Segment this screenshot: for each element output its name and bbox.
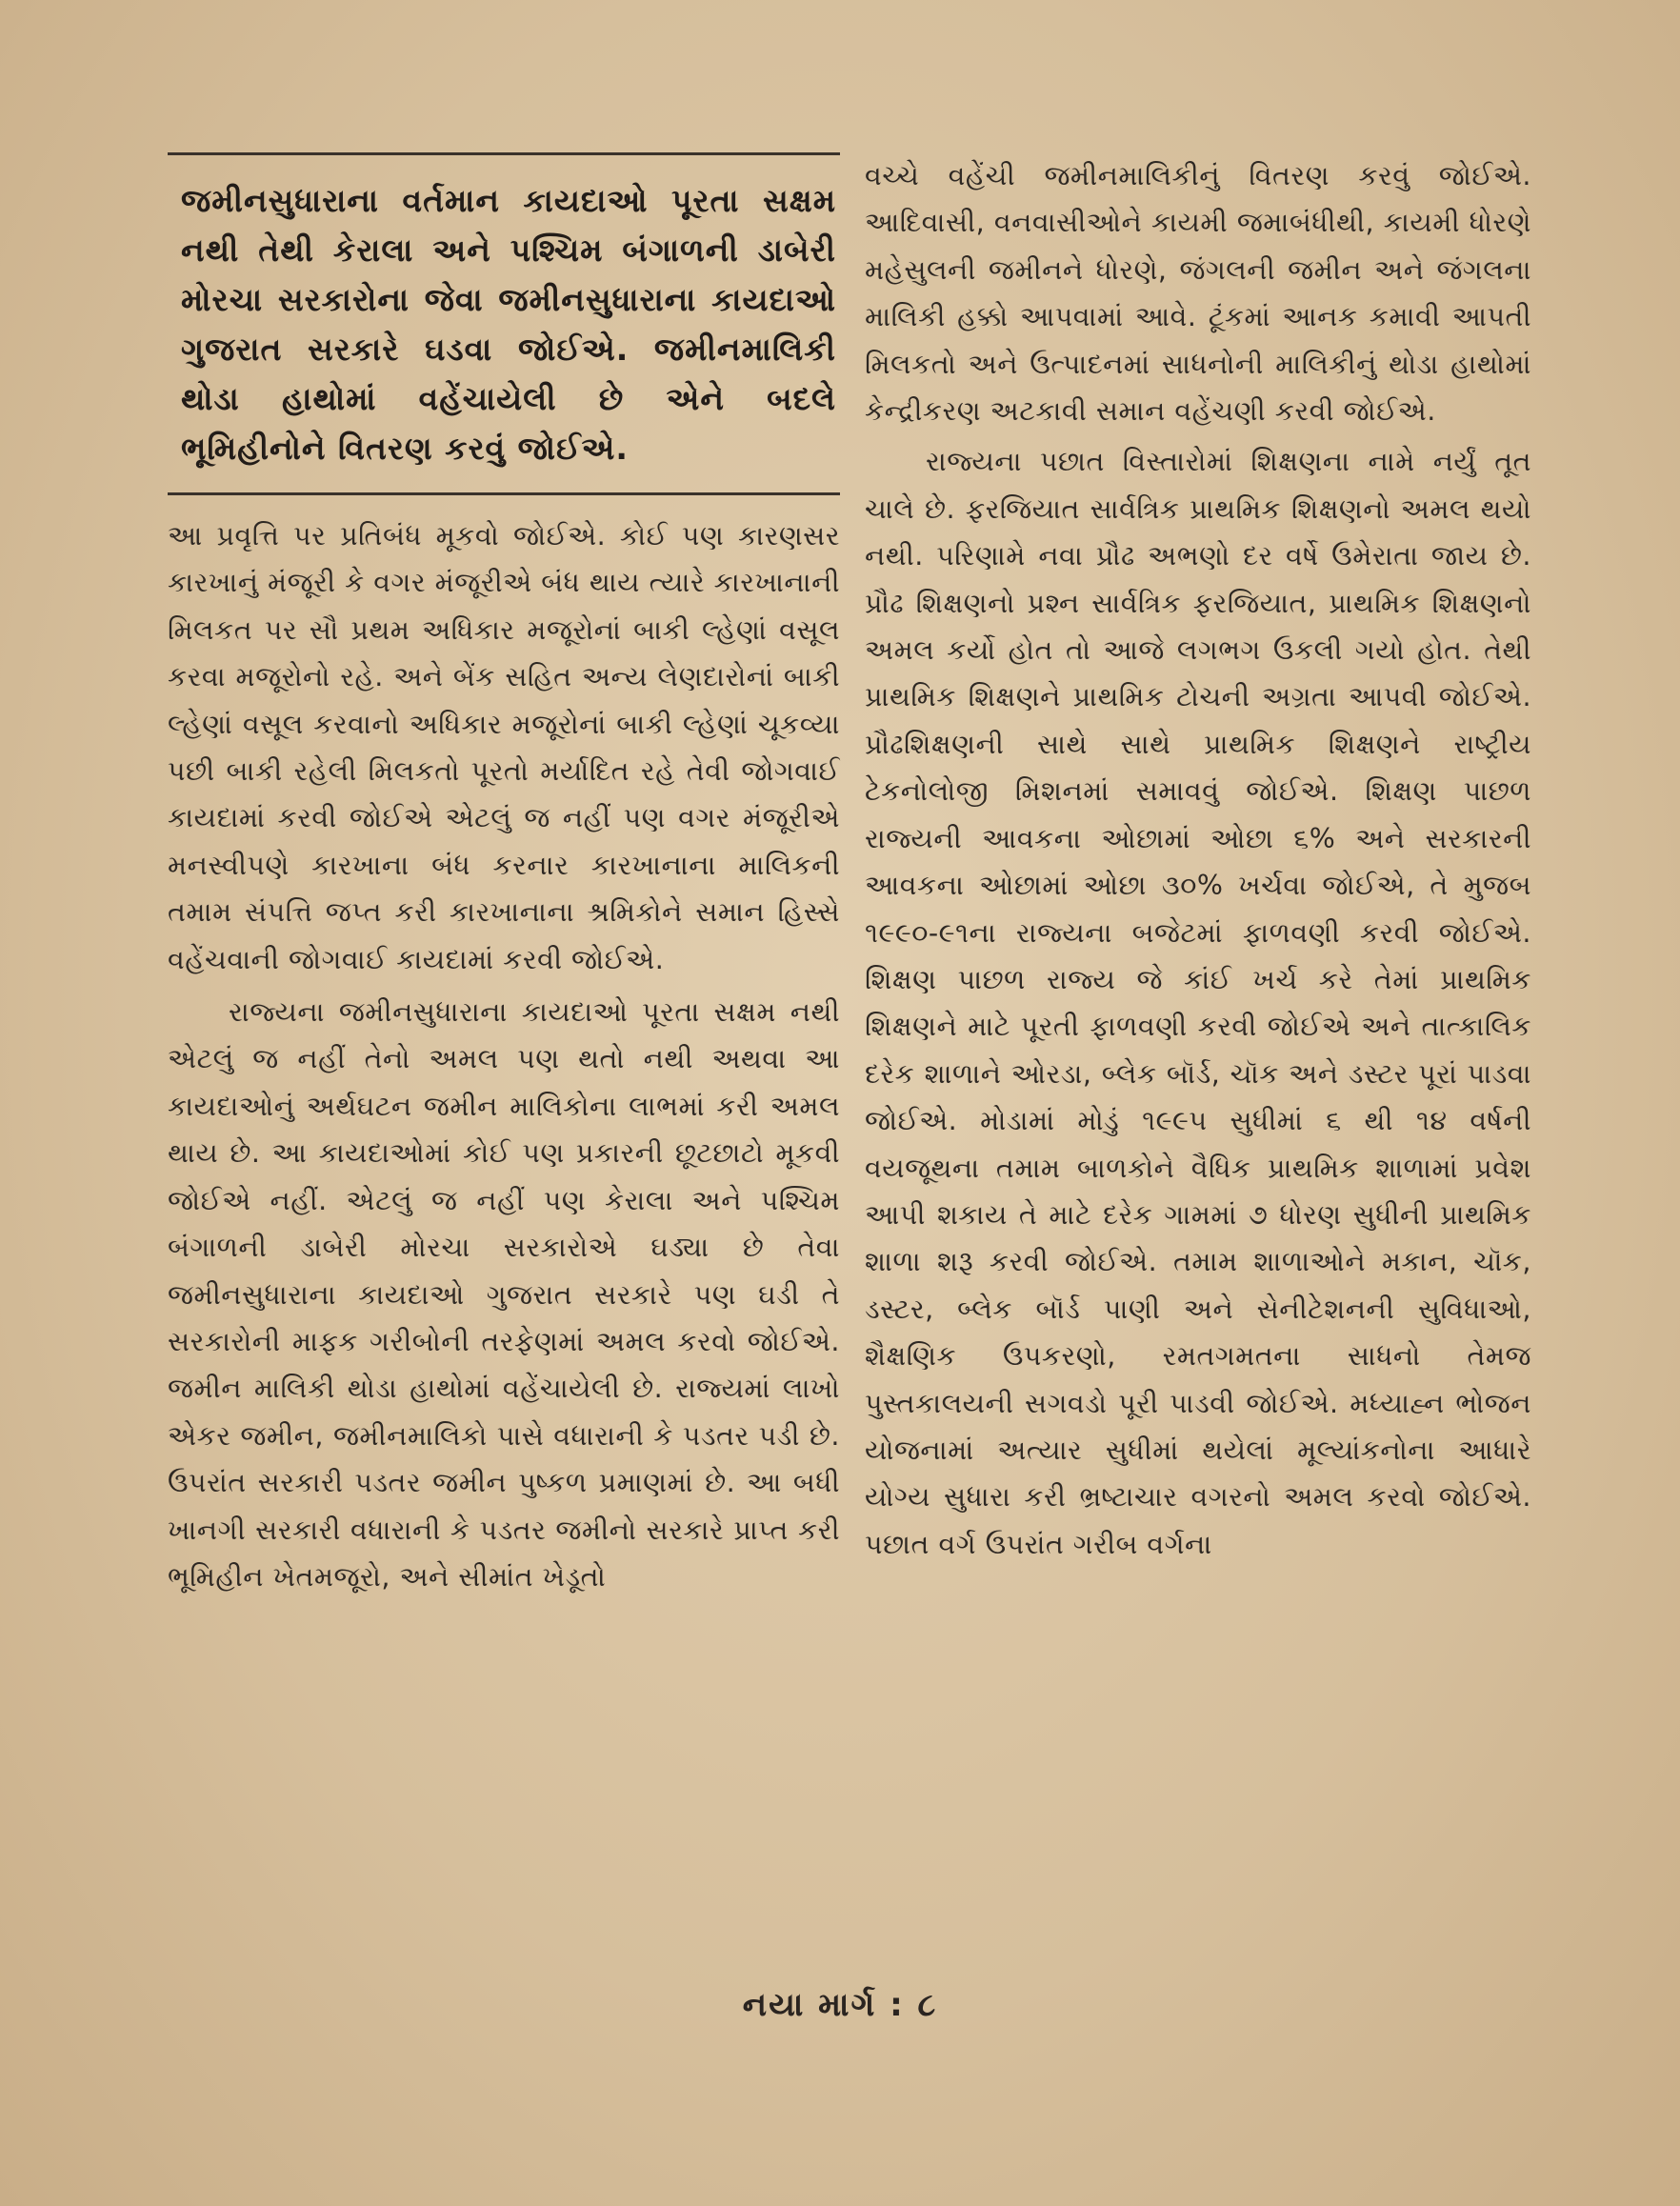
pullquote: જમીનસુધારાના વર્તમાન કાયદાઓ પૂરતા સક્ષમ નથી તેથી કેરાલા અને પશ્ચિમ બંગાળની ડાબેરી મોરચા સરકારોના જેવા જમીનસુધારાના કાયદાઓ ગુજરાત સરકારે ઘડવા જોઈએ. જમીનમાલિકી થોડા હાથોમાં વહેંચાયેલી છે એને બદલે ભૂમિહીનોને વિતરણ કરવું જોઈએ. xyxy=(181,182,836,467)
paragraph: રાજ્યના જમીનસુધારાના કાયદાઓ પૂરતા સક્ષમ નથી એટલું જ નહીં તેનો અમલ પણ થતો નથી અથવા આ કાયદાઓનું અર્થઘટન જમીન માલિકોના લાભમાં કરી અમલ થાય છે. આ કાયદાઓમાં કોઈ પણ પ્રકારની છૂટછાટો મૂકવી જોઈએ નહીં. એટલું જ નહીં પણ કેરાલા અને પશ્ચિમ બંગાળની ડાબેરી મોરચા સરકારોએ ઘડ્યા છે તેવા જમીનસુધારાના કાયદાઓ ગુજરાત સરકારે પણ ઘડી તે સરકારોની માફક ગરીબોની તરફેણમાં અમલ કરવો જોઈએ. જમીન માલિકી થોડા હાથોમાં વહેંચાયેલી છે. રાજ્યમાં લાખો એકર જમીન, જમીનમાલિકો પાસે વધારાની કે પડતર પડી છે. ઉપરાંત સરકારી પડતર જમીન પુષ્કળ પ્રમાણમાં છે. આ બધી ખાનગી સરકારી વધારાની કે પડતર જમીનો સરકારે પ્રાપ્ત કરી ભૂમિહીન ખેતમજૂરો, અને સીમાંત ખેડૂતો xyxy=(168,996,840,1593)
right-body-text xyxy=(865,152,1531,1568)
paragraph: રાજ્યના પછાત વિસ્તારોમાં શિક્ષણના નામે નર્યું તૂત ચાલે છે. ફરજિયાત સાર્વત્રિક પ્રાથમિક શિક્ષણનો અમલ થયો નથી. પરિણામે નવા પ્રૌઢ અભણો દર વર્ષે ઉમેરાતા જાય છે. પ્રૌઢ શિક્ષણનો પ્રશ્ન સાર્વત્રિક ફરજિયાત, પ્રાથમિક શિક્ષણનો અમલ કર્યો હોત તો આજે લગભગ ઉકલી ગયો હોત. તેથી પ્રાથમિક શિક્ષણને પ્રાથમિક ટોચની અગ્રતા આપવી જોઈએ. પ્રૌઢશિક્ષણની સાથે સાથે પ્રાથમિક શિક્ષણને રાષ્ટ્રીય ટેકનોલોજી મિશનમાં સમાવવું જોઈએ. શિક્ષણ પાછળ રાજ્યની આવકના ઓછામાં ઓછા ૬% અને સરકારની આવકના ઓછામાં ઓછા ૩૦% ખર્ચવા જોઈએ, તે મુજબ ૧૯૯૦-૯૧ના રાજ્યના બજેટમાં ફાળવણી કરવી જોઈએ. શિક્ષણ પાછળ રાજ્ય જે કાંઈ ખર્ચ કરે તેમાં પ્રાથમિક શિક્ષણને માટે પૂરતી ફાળવણી કરવી જોઈએ અને તાત્કાલિક દરેક શાળાને ઓરડા, બ્લેક બૉર્ડ, ચૉક અને ડસ્ટર પૂરાં પાડવા જોઈએ. મોડામાં મોડું ૧૯૯૫ સુધીમાં ૬ થી ૧૪ વર્ષની વયજૂથના તમામ બાળકોને વૈધિક પ્રાથમિક શાળામાં પ્રવેશ આપી શકાય તે માટે દરેક ગામમાં ૭ ધોરણ સુધીની પ્રાથમિક શાળા શરૂ કરવી જોઈએ. તમામ શાળાઓને મકાન, ચૉક, ડસ્ટર, બ્લેક બૉર્ડ પાણી અને સેનીટેશનની સુવિધાઓ, શૈક્ષણિક ઉપકરણો, રમતગમતના સાધનો તેમજ પુસ્તકાલયની સગવડો પૂરી પાડવી જોઈએ. મધ્યાહ્ન ભોજન યોજનામાં અત્યાર સુધીમાં થયેલાં મૂલ્યાંકનોના આધારે યોગ્ય સુધારા કરી ભ્રષ્ટાચાર વગરનો અમલ કરવો જોઈએ. પછાત વર્ગ ઉપરાંત ગરીબ વર્ગના xyxy=(865,446,1531,1560)
left-body-text xyxy=(168,512,840,1600)
pullquote-bottom-rule xyxy=(168,492,840,495)
paragraph: વચ્ચે વહેંચી જમીનમાલિકીનું વિતરણ કરવું જોઈએ. આદિવાસી, વનવાસીઓને કાયમી જમાબંધીથી, કાયમી ધોરણે મહેસુલની જમીનને ધોરણે, જંગલની જમીન અને જંગલના માલિકી હક્કો આપવામાં આવે. ટૂંકમાં આનક કમાવી આપતી મિલકતો અને ઉત્પાદનમાં સાધનોની માલિકીનું થોડા હાથોમાં કેન્દ્રીકરણ અટકાવી સમાન વહેંચણી કરવી જોઈએ. xyxy=(865,160,1531,428)
paragraph: આ પ્રવૃત્તિ પર પ્રતિબંધ મૂકવો જોઈએ. કોઈ પણ કારણસર કારખાનું મંજૂરી કે વગર મંજૂરીએ બંધ થાય ત્યારે કારખાનાની મિલકત પર સૌ પ્રથમ અધિકાર મજૂરોનાં બાકી લ્હેણાં વસૂલ કરવા મજૂરોનો રહે. અને બેંક સહિત અન્ય લેણદારોનાં બાકી લ્હેણાં વસૂલ કરવાનો અધિકાર મજૂરોનાં બાકી લ્હેણાં ચૂકવ્યા પછી બાકી રહેલી મિલકતો પૂરતો મર્યાદિત રહે તેવી જોગવાઈ કાયદામાં કરવી જોઈએ એટલું જ નહીં પણ વગર મંજૂરીએ મનસ્વીપણે કારખાના બંધ કરનાર કારખાનાના માલિકની તમામ સંપત્તિ જપ્ત કરી કારખાનાના શ્રમિકોને સમાન હિસ્સે વહેંચવાની જોગવાઈ કાયદામાં કરવી જોઈએ. xyxy=(168,520,840,975)
left-column xyxy=(168,152,840,1600)
right-column xyxy=(865,152,1531,1568)
page-footer: નયા માર્ગ : ૮ xyxy=(742,1986,938,2024)
